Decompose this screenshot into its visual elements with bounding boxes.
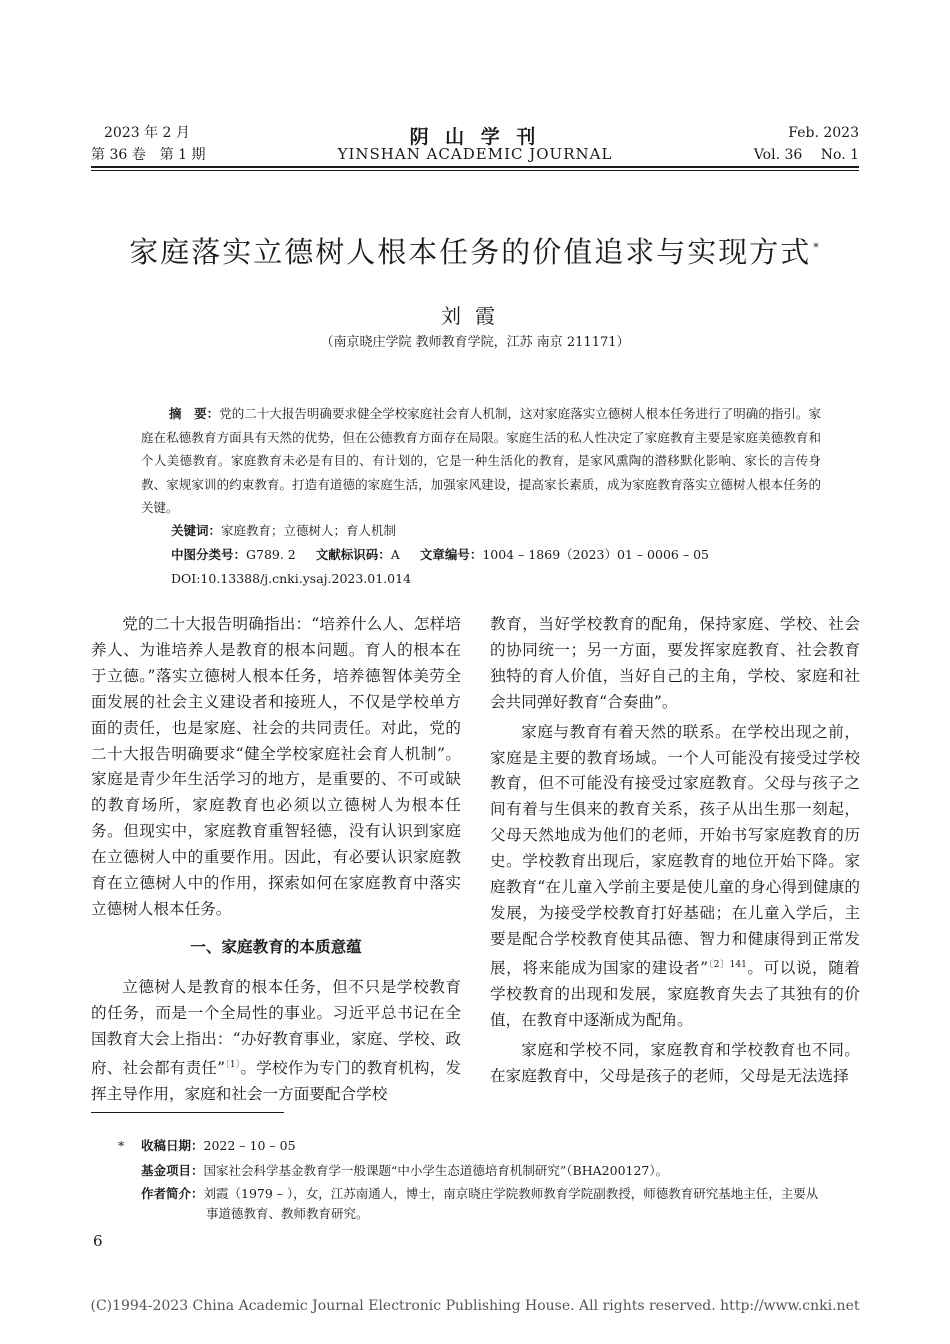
footnote-mark: * (118, 1138, 125, 1153)
keywords (171, 522, 396, 540)
abstract (141, 402, 821, 520)
page-number: 6 (93, 1232, 103, 1250)
keywords-value: 家庭教育；立德树人；育人机制 (221, 523, 397, 538)
paragraph: 党的二十大报告明确指出：“培养什么人、怎样培养人、为谁培养人是教育的根本问题。育人的根本在于立德。”落实立德树人根本任务，培养德智体美劳全面发展的社会主义建设者和接班人，不仅是学校单方面的责任，也是家庭、社会的共同责任。对此，党的二十大报告明确要求“健全学校家庭社会育人机制”。家庭是青少年生活学习的地方，是重要的、不可或缺的教育场所，家庭教育也必须以立德树人为根本任务。但现实中，家庭教育重智轻德，没有认识到家庭在立德树人中的重要作用。因此，有必要认识家庭教育在立德树人中的作用，探索如何在家庭教育中落实立德树人根本任务。 (91, 615, 461, 918)
author-bio-line1: 刘霞（1979 – ），女，江苏南通人，博士，南京晓庄学院教师教育学院副教授，师德教育研究基地主任，主要从 (203, 1186, 819, 1201)
author-affiliation: （南京晓庄学院 教师教育学院，江苏 南京 211171） (320, 335, 630, 350)
paragraph-text: 。学校作为专门的教育机构，发挥主导作用，家庭和社会一方面要配合学校 (91, 1058, 461, 1103)
article-title (0, 230, 950, 271)
received-date (141, 1137, 296, 1155)
author-bio (141, 1185, 861, 1203)
article-no-value: 1004 – 1869（2023）01 – 0006 – 05 (482, 547, 709, 562)
abstract-label: 摘 要： (169, 406, 220, 421)
received-value: 2022 – 10 – 05 (203, 1138, 296, 1153)
paragraph (490, 720, 860, 1034)
author-bio-line2: 事道德教育、教师教育研究。 (206, 1206, 369, 1221)
footnote-rule (91, 1112, 284, 1113)
article-no-label: 文章编号： (419, 547, 483, 562)
copyright-notice: (C)1994-2023 China Academic Journal Electronic Publishing House. All rights reserved. http://www.cnki.net (90, 1298, 860, 1314)
journal-title-en: YINSHAN ACADEMIC JOURNAL (337, 145, 613, 163)
clc-value: G789. 2 (246, 547, 296, 562)
issue-date-cn: 2023 年 2 月 (104, 125, 190, 141)
issue-volume-cn: 第 36 卷 第 1 期 (91, 147, 206, 163)
paragraph: 教育，当好学校教育的配角，保持家庭、学校、社会的协同统一；另一方面，要发挥家庭教育、社会教育独特的育人价值，当好自己的主角，学校、家庭和社会共同弹好教育“合奏曲”。 (490, 615, 860, 711)
citation: 〔2〕141 (708, 959, 747, 970)
title-footnote-mark: * (813, 241, 821, 255)
body-column-left (91, 612, 461, 1108)
doc-code-label: 文献标识码： (315, 547, 391, 562)
author-bio-label: 作者简介： (141, 1186, 204, 1201)
paragraph-text: 家庭与教育有着天然的联系。在学校出现之前，家庭是主要的教育场域。一个人可能没有接受过学校教育，但不可能没有接受过家庭教育。父母与孩子之间有着与生俱来的教育关系，孩子从出生那一刻起，父母天然地成为他们的老师，开始书写家庭教育的历史。学校教育出现后，家庭教育的地位开始下降。家庭教育“在儿童入学前主要是使儿童的身心得到健康的发展，为接受学校教育打好基础；在儿童入学后，主要是配合学校教育使其品德、智力和健康得到正常发展，将来能成为国家的建设者” (490, 722, 860, 977)
keywords-label: 关键词： (171, 523, 222, 538)
header-rule (91, 166, 859, 168)
abstract-text: 党的二十大报告明确要求健全学校家庭社会育人机制，这对家庭落实立德树人根本任务进行了明确的指引。家庭在私德教育方面具有天然的优势，但在公德教育方面存在局限。家庭生活的私人性决定了家庭教育主要是家庭美德教育和个人美德教育。家庭教育未必是有目的、有计划的，它是一种生活化的教育，是家风熏陶的潜移默化影响、家长的言传身教、家规家训的约束教育。打造有道德的家庭生活，加强家风建设，提高家长素质，成为家庭教育落实立德树人根本任务的关键。 (141, 406, 821, 516)
journal-title-cn: 阴 山 学 刊 (409, 126, 541, 148)
section-heading: 一、家庭教育的本质意蕴 (190, 937, 362, 956)
citation: 〔1〕 (225, 1059, 241, 1070)
paragraph (91, 975, 461, 1108)
clc-label: 中图分类号： (171, 547, 247, 562)
article-title-text: 家庭落实立德树人根本任务的价值追求与实现方式 (129, 235, 812, 269)
paragraph-text: 。可以说，随着学校教育的出现和发展，家庭教育失去了其独有的价值，在教育中逐渐成为配角。 (490, 958, 860, 1029)
received-label: 收稿日期： (141, 1138, 204, 1153)
body-column-right (490, 612, 860, 1090)
fund-info (141, 1162, 668, 1180)
issue-volume-en: Vol. 36 No. 1 (753, 147, 859, 163)
doi: DOI:10.13388/j.cnki.ysaj.2023.01.014 (171, 571, 412, 586)
doc-code-value: A (390, 547, 400, 562)
author-name: 刘霞 (441, 304, 509, 328)
fund-label: 基金项目： (141, 1163, 204, 1178)
issue-date-en: Feb. 2023 (788, 125, 859, 141)
classification-line (171, 546, 709, 564)
fund-value: 国家社会科学基金教育学一般课题“中小学生态道德培育机制研究”（BHA200127）。 (203, 1163, 669, 1178)
header-rule-thin (91, 170, 859, 171)
paragraph: 家庭和学校不同，家庭教育和学校教育也不同。在家庭教育中，父母是孩子的老师，父母是无法选择 (490, 1040, 860, 1085)
paragraph-text: 立德树人是教育的根本任务，但不只是学校教育的任务，而是一个全局性的事业。习近平总书记在全国教育大会上指出：“办好教育事业，家庭、学校、政府、社会都有责任” (91, 977, 461, 1077)
